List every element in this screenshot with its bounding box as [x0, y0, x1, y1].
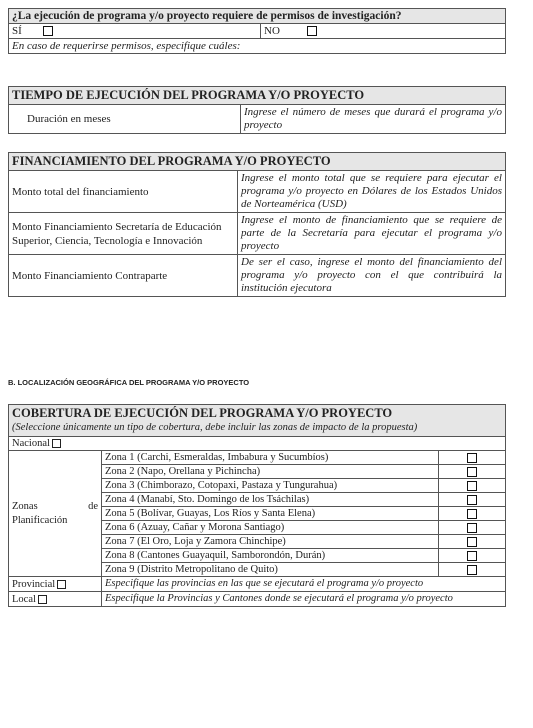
monto-secretaria-label: Monto Financiamiento Secretaría de Educación Superior, Ciencia, Tecnología e Innovación — [9, 213, 238, 255]
monto-total-hint[interactable]: Ingrese el monto total que se requiere para ejecutar el programa y/o proyecto en Dólares de los Estados Unidos de Norteamérica (USD) — [238, 171, 506, 213]
provincial-label: Provincial — [12, 578, 56, 590]
cobertura-table — [8, 404, 506, 607]
provincial-checkbox[interactable] — [57, 580, 66, 589]
zona-7-checkbox[interactable] — [467, 537, 477, 547]
local-checkbox[interactable] — [38, 595, 47, 604]
financiamiento-row — [9, 255, 506, 297]
financiamiento-row — [9, 171, 506, 213]
zona-label: Zona 2 (Napo, Orellana y Pichincha) — [102, 465, 439, 479]
zonas-label: Zonas de Planificación — [9, 451, 102, 577]
financiamiento-table — [8, 152, 506, 297]
provincial-option — [9, 577, 102, 592]
zona-checkbox-cell — [439, 451, 506, 465]
zona-label: Zona 9 (Distrito Metropolitano de Quito) — [102, 563, 439, 577]
monto-secretaria-hint[interactable]: Ingrese el monto de financiamiento que se requiere de parte de la Secretaría para ejecutar el programa y/o proyecto — [238, 213, 506, 255]
zona-1-checkbox[interactable] — [467, 453, 477, 463]
monto-contraparte-hint[interactable]: De ser el caso, ingrese el monto del financiamiento del programa y/o proyecto con el que contribuirá la institución ejecutora — [238, 255, 506, 297]
si-checkbox[interactable] — [43, 26, 53, 36]
zona-label: Zona 7 (El Oro, Loja y Zamora Chinchipe) — [102, 535, 439, 549]
tiempo-title: TIEMPO DE EJECUCIÓN DEL PROGRAMA Y/O PROYECTO — [9, 87, 506, 105]
no-option — [261, 24, 506, 39]
permisos-note[interactable]: En caso de requerirse permisos, especifique cuáles: — [9, 39, 506, 54]
zona-label: Zona 1 (Carchi, Esmeraldas, Imbabura y Sucumbíos) — [102, 451, 439, 465]
duracion-hint[interactable]: Ingrese el número de meses que durará el programa y/o proyecto — [241, 105, 506, 134]
zona-9-checkbox[interactable] — [467, 565, 477, 575]
financiamiento-row — [9, 213, 506, 255]
zona-8-checkbox[interactable] — [467, 551, 477, 561]
financiamiento-title: FINANCIAMIENTO DEL PROGRAMA Y/O PROYECTO — [9, 153, 506, 171]
zona-5-checkbox[interactable] — [467, 509, 477, 519]
zona-6-checkbox[interactable] — [467, 523, 477, 533]
nacional-label: Nacional — [12, 438, 50, 449]
local-option — [9, 592, 102, 607]
tiempo-table — [8, 86, 506, 134]
zona-label: Zona 6 (Azuay, Cañar y Morona Santiago) — [102, 521, 439, 535]
no-label: NO — [264, 25, 280, 37]
section-b-heading: B. LOCALIZACIÓN GEOGRÁFICA DEL PROGRAMA Y/O PROYECTO — [8, 378, 250, 387]
zona-4-checkbox[interactable] — [467, 495, 477, 505]
local-label: Local — [12, 593, 36, 605]
zona-3-checkbox[interactable] — [467, 481, 477, 491]
permisos-table — [8, 8, 506, 54]
si-option — [9, 24, 261, 39]
cobertura-title: COBERTURA DE EJECUCIÓN DEL PROGRAMA Y/O PROYECTO — [12, 406, 393, 420]
local-hint[interactable]: Especifique la Provincias y Cantones donde se ejecutará el programa y/o proyecto — [102, 592, 506, 607]
zona-label: Zona 4 (Manabí, Sto. Domingo de los Tsáchilas) — [102, 493, 439, 507]
cobertura-subtitle: (Seleccione únicamente un tipo de cobertura, debe incluir las zonas de impacto de la propuesta) — [12, 422, 418, 433]
no-checkbox[interactable] — [307, 26, 317, 36]
duracion-label: Duración en meses — [9, 105, 241, 134]
monto-contraparte-label: Monto Financiamiento Contraparte — [9, 255, 238, 297]
nacional-checkbox[interactable] — [52, 439, 61, 448]
monto-total-label: Monto total del financiamiento — [9, 171, 238, 213]
provincial-hint[interactable]: Especifique las provincias en las que se ejecutará el programa y/o proyecto — [102, 577, 506, 592]
zona-2-checkbox[interactable] — [467, 467, 477, 477]
zona-label: Zona 8 (Cantones Guayaquil, Samborondón, Durán) — [102, 549, 439, 563]
nacional-option — [9, 437, 506, 451]
permisos-question: ¿La ejecución de programa y/o proyecto requiere de permisos de investigación? — [9, 9, 506, 24]
si-label: SÍ — [12, 25, 22, 37]
zona-label: Zona 5 (Bolívar, Guayas, Los Ríos y Santa Elena) — [102, 507, 439, 521]
zona-label: Zona 3 (Chimborazo, Cotopaxi, Pastaza y Tungurahua) — [102, 479, 439, 493]
